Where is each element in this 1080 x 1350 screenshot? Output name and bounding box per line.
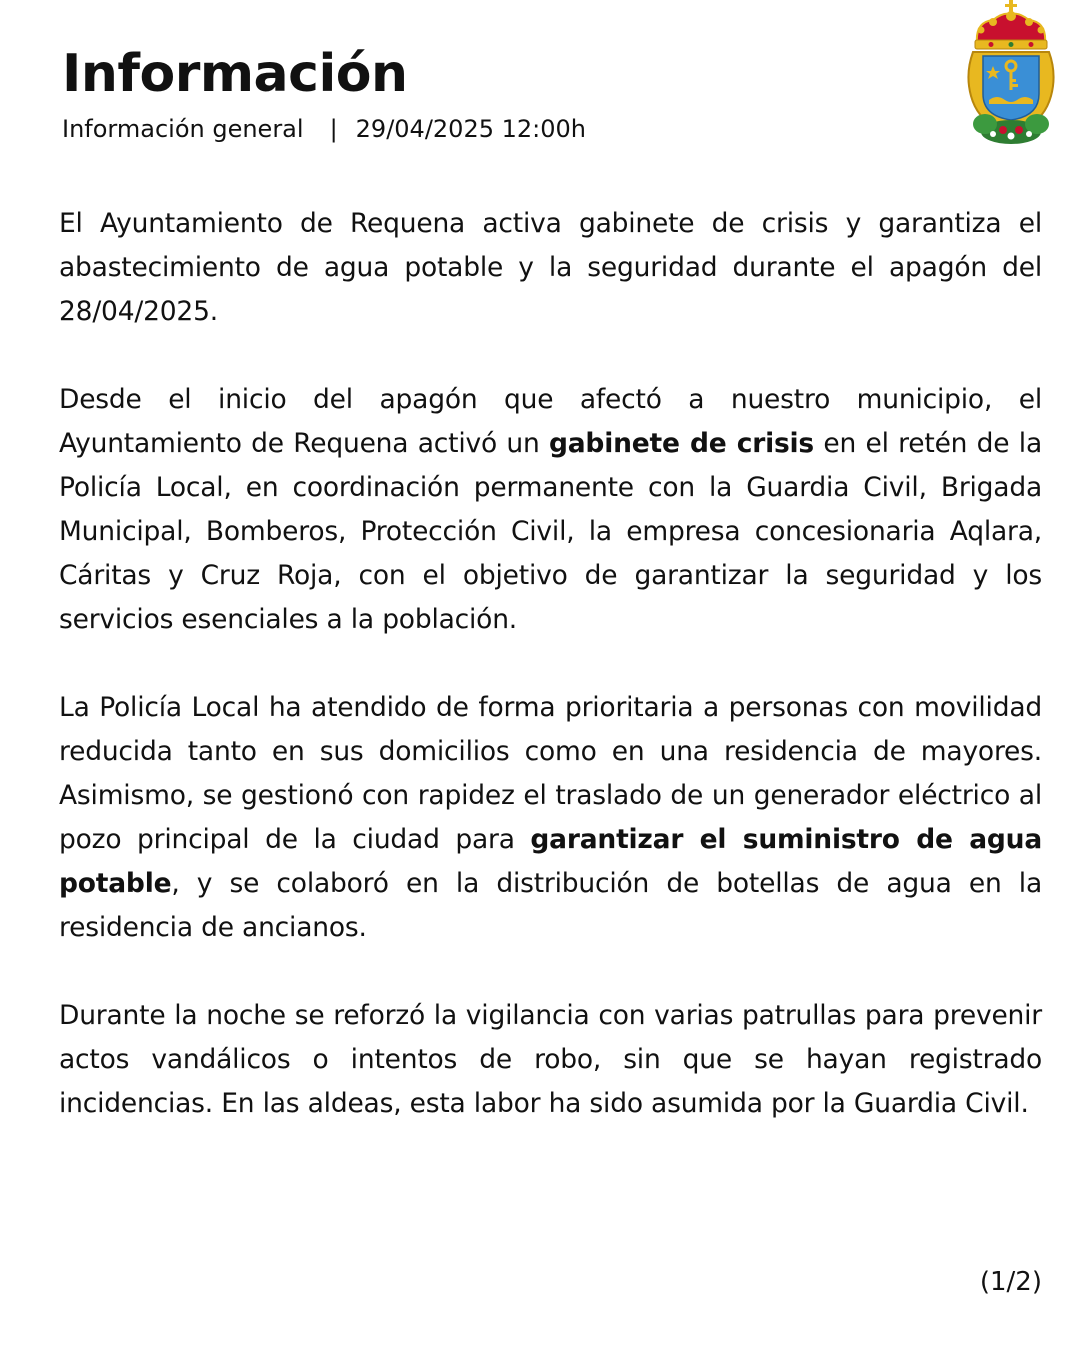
coat-of-arms-icon (963, 0, 1059, 146)
page-counter: (1/2) (979, 1267, 1042, 1297)
paragraph-2 (59, 378, 1042, 642)
paragraph-2-text-b: en el retén de la Policía Local, en coordinación permanente con la Guardia Civil, Brigada Municipal, Bomberos, Protección Civil, la empresa concesionaria Aqlara, Cáritas y Cruz Roja, con el objetivo de garantizar la seguridad y los servicios esenciales a la población. (59, 428, 1042, 635)
page-title: Información (62, 44, 408, 104)
paragraph-2-bold: gabinete de crisis (548, 428, 814, 459)
category-label: Información general (62, 115, 304, 143)
paragraph-1: El Ayuntamiento de Requena activa gabinete de crisis y garantiza el abastecimiento de agua potable y la seguridad durante el apagón del 28/04/2025. (59, 208, 1042, 327)
meta-separator: | (329, 115, 338, 143)
article-body (59, 202, 1042, 1170)
paragraph-2-text-a: Desde el inicio del apagón que afectó a nuestro municipio, el Ayuntamiento de Requena activó un (59, 384, 1042, 459)
paragraph-3-bold: garantizar el suministro de agua potable (59, 824, 1042, 899)
datetime-label: 29/04/2025 12:00h (355, 115, 586, 143)
paragraph-3-text-b: , y se colaboró en la distribución de botellas de agua en la residencia de ancianos. (59, 868, 1042, 943)
paragraph-4: Durante la noche se reforzó la vigilancia con varias patrullas para prevenir actos vandálicos o intentos de robo, sin que se hayan registrado incidencias. En las aldeas, esta labor ha sido asumida por la Guardia Civil. (59, 1000, 1042, 1119)
paragraph-3-text-a: La Policía Local ha atendido de forma prioritaria a personas con movilidad reducida tanto en sus domicilios como en una residencia de mayores. Asimismo, se gestionó con rapidez el traslado de un generador eléctrico al pozo principal de la ciudad para (59, 692, 1042, 855)
meta-line (62, 112, 942, 146)
header (62, 40, 942, 146)
paragraph-3 (59, 686, 1042, 950)
